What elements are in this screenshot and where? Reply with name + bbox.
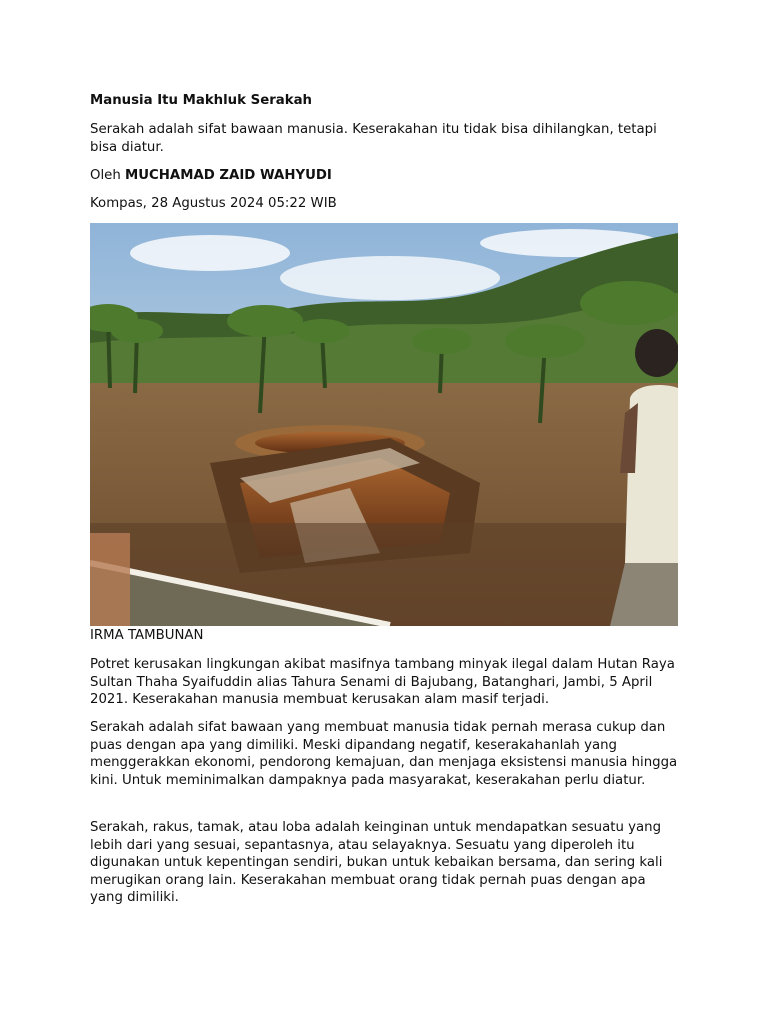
dateline: Kompas, 28 Agustus 2024 05:22 WIB	[90, 196, 337, 211]
article-photo	[90, 223, 678, 626]
article-headline: Manusia Itu Makhluk Serakah	[90, 93, 313, 108]
byline	[90, 167, 680, 185]
byline-prefix: Oleh	[90, 168, 121, 183]
article-lede: Serakah adalah sifat bawaan manusia. Keserakahan itu tidak bisa dihilangkan, tetapi bisa diatur.	[90, 122, 657, 155]
body-paragraph: Serakah adalah sifat bawaan yang membuat manusia tidak pernah merasa cukup dan puas dengan apa yang dimiliki. Meski dipandang negatif, keserakahanlah yang menggerakkan ekonomi, pendorong kemajuan, dan menjaga eksistensi manusia hingga kini. Untuk meminimalkan dampaknya pada masyarakat, keserakahan perlu diatur.	[90, 720, 678, 788]
body-paragraph: Serakah, rakus, tamak, atau loba adalah keinginan untuk mendapatkan sesuatu yang lebih dari yang sesuai, sepantasnya, atau selayaknya. Sesuatu yang diperoleh itu digunakan untuk kepentingan sendiri, bukan untuk kebaikan bersama, dan sering kali merugikan orang lain. Keserakahan membuat orang tidak pernah puas dengan apa yang dimiliki.	[90, 820, 663, 905]
author-name: MUCHAMAD ZAID WAHYUDI	[125, 168, 332, 183]
photo-caption: Potret kerusakan lingkungan akibat masifnya tambang minyak ilegal dalam Hutan Raya Sultan Thaha Syaifuddin alias Tahura Senami di Bajubang, Batanghari, Jambi, 5 April 2021. Keserakahan manusia membuat kerusakan alam masif terjadi.	[90, 657, 675, 707]
photo-credit: IRMA TAMBUNAN	[90, 628, 204, 643]
